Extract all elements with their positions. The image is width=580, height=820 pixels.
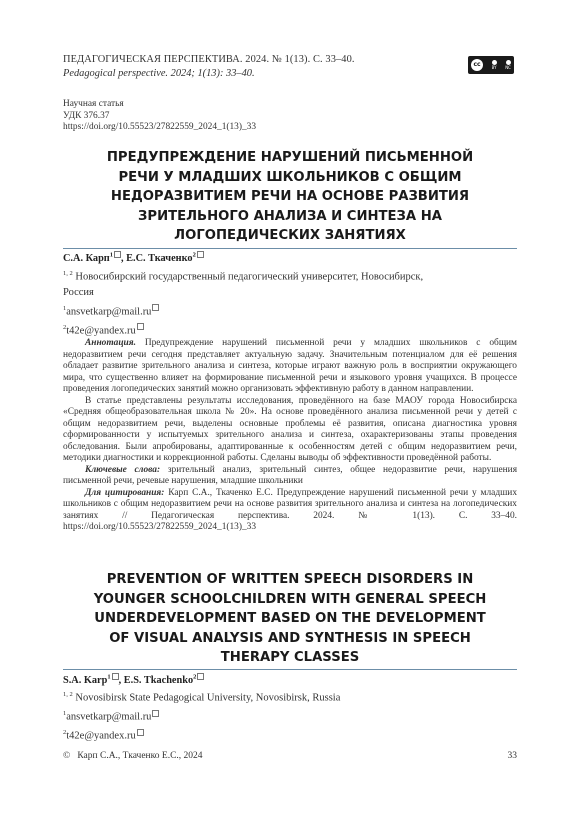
abstract-paragraph: В статье представлены результаты исследования, проведённого на базе МАОУ города Новосибирска «Средняя общеобразовательная школа № 20». На основе проведённого анализа письменной речи у детей с общим недоразвитием речи, выделены основные проблемы её развития, описана диагностика уровня сформированности у испытуемых зрительного анализа и синтеза, охарактеризованы этапы проведения обследования. Были апробированы, адаптированные к особенностям детей с общим недоразвитием речи, методики диагностики и коррекционной работы. Сделаны выводы об эффективности проведённой работы. xyxy=(63,395,517,463)
email-link[interactable]: ansvetkarp@mail.ru xyxy=(66,306,152,317)
author-name: S.A. Karp xyxy=(63,675,108,686)
journal-title-en: Pedagogical perspective. 2024; 1(13): 33–40. xyxy=(63,68,255,79)
by-icon: BY xyxy=(492,60,497,70)
article-title-ru: ПРЕДУПРЕЖДЕНИЕ НАРУШЕНИЙ ПИСЬМЕННОЙ РЕЧИ У МЛАДШИХ ШКОЛЬНИКОВ С ОБЩИМ НЕДОРАЗВИТИЕМ РЕЧИ НА ОСНОВЕ РАЗВИТИЯ ЗРИТЕЛЬНОГО АНАЛИЗА И СИНТЕЗА НА ЛОГОПЕДИЧЕСКИХ ЗАНЯТИЯХ xyxy=(106,150,474,243)
citation: Для цитирования: Карп С.А., Ткаченко Е.С. Предупреждение нарушений письменной речи у младших школьников с общим недоразвитием речи на основе развития зрительного анализа и синтеза на логопедических занятиях // Педагогическая перспектива. 2024. № 1(13). С. 33–40. https://doi.org/10.55523/27822559_2024_1(13)_33 xyxy=(63,487,518,532)
journal-title-ru: ПЕДАГОГИЧЕСКАЯ ПЕРСПЕКТИВА. 2024. № 1(13). С. 33–40. xyxy=(63,54,355,65)
external-link-icon[interactable] xyxy=(152,304,159,311)
doi-link[interactable]: https://doi.org/10.55523/27822559_2024_1(13)_33 xyxy=(63,122,257,132)
orcid-icon[interactable] xyxy=(197,251,204,258)
author-name: E.S. Tkachenko xyxy=(123,675,194,686)
orcid-icon[interactable] xyxy=(112,673,119,680)
email-link[interactable]: t42e@yandex.ru xyxy=(66,325,136,336)
orcid-icon[interactable] xyxy=(114,251,121,258)
abstract-paragraph: Аннотация. Предупреждение нарушений письменной речи у младших школьников с общим недоразвитием речи сегодня представляет актуальную задачу. Значительным потенциалом для её решения обладает развитие зрительного анализа и синтеза, которые играют важную роль в восприятии окружающего мира, что существенно влияет на формирование письменной речи и языкового уровня учащихся. В процессе проведения логопедических занятий можно организовать эффективную работу в данном направлении. xyxy=(63,338,517,394)
udk-code: УДК 376.37 xyxy=(63,110,110,121)
author-name: С.А. Карп xyxy=(63,253,110,264)
external-link-icon[interactable] xyxy=(152,710,159,717)
cc-logo-icon: cc xyxy=(471,59,483,71)
copyright-icon: © xyxy=(63,751,71,761)
email-link[interactable]: t42e@yandex.ru xyxy=(66,730,136,742)
affiliation-en: $^{1, 2}$ Novosibirsk State Pedagogical University, Novosibirsk, Russia $^1$ansvetkarp@mail.ru $^2$t42e@yandex.ru xyxy=(63,691,341,742)
divider xyxy=(63,669,517,670)
authors-ru: С.А. Карп$^1$ , Е.С. Ткаченко$^2$ xyxy=(63,251,204,264)
orcid-icon[interactable] xyxy=(197,673,204,680)
author-name: Е.С. Ткаченко xyxy=(126,253,193,264)
abstract-block xyxy=(63,338,517,534)
journal-header xyxy=(63,53,355,81)
article-type: Научная статья xyxy=(63,99,124,109)
authors-en: S.A. Karp$^1$ , E.S. Tkachenko$^2$ xyxy=(63,673,204,686)
page-footer xyxy=(63,751,517,761)
article-title-en: PREVENTION OF WRITTEN SPEECH DISORDERS IN YOUNGER SCHOOLCHILDREN WITH GENERAL SPEECH UNDERDEVELOPMENT BASED ON THE DEVELOPMENT OF VISUAL ANALYSIS AND SYNTHESIS IN SPEECH THERAPY CLASSES xyxy=(93,572,487,665)
page-number: 33 xyxy=(507,751,517,761)
external-link-icon[interactable] xyxy=(137,729,144,736)
cc-license-icon[interactable] xyxy=(468,56,514,74)
external-link-icon[interactable] xyxy=(137,323,144,330)
email-link[interactable]: ansvetkarp@mail.ru xyxy=(66,711,152,723)
article-meta xyxy=(63,99,256,134)
divider xyxy=(63,248,517,249)
affiliation-ru: $^{1, 2}$ Новосибирский государственный педагогический университет, Новосибирск, Россия $^1$ansvetkarp@mail.ru $^2$t42e@yandex.ru xyxy=(63,270,424,336)
keywords: Ключевые слова: зрительный анализ, зрительный синтез, общее недоразвитие речи, нарушения письменной речи, речевые нарушения, младшие школьники xyxy=(63,464,518,486)
nc-icon: NC xyxy=(505,60,511,70)
copyright: © Карп С.А., Ткаченко Е.С., 2024 xyxy=(63,751,203,761)
